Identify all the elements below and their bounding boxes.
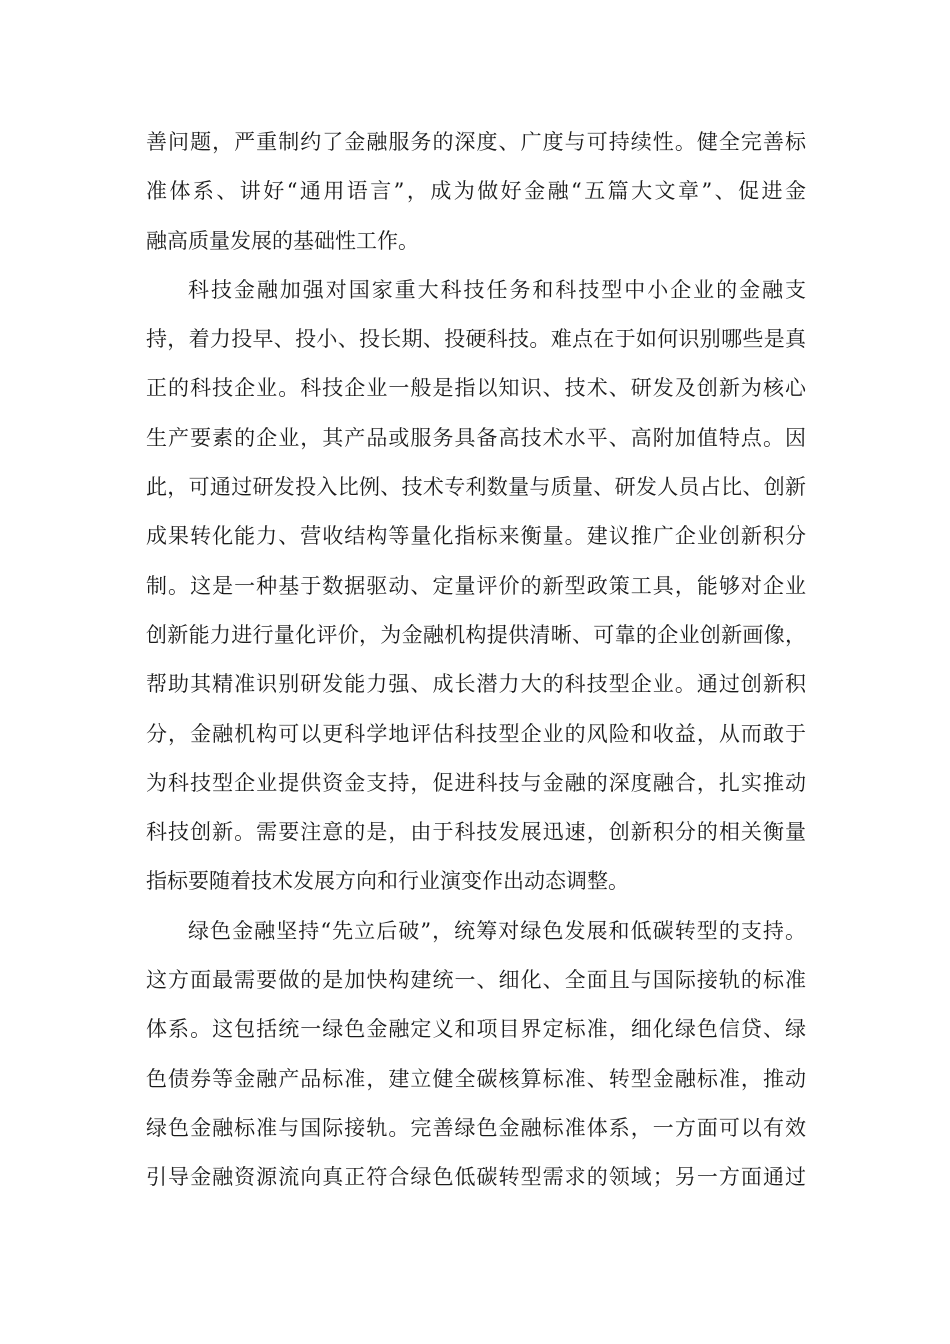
- paragraph-2-line-11: 为科技型企业提供资金支持，促进科技与金融的深度融合，扎实推动: [146, 770, 806, 795]
- paragraph-2-line-8: 创新能力进行量化评价，为金融机构提供清晰、可靠的企业创新画像，: [146, 622, 806, 647]
- paragraph-3-line-3: 体系。这包括统一绿色金融定义和项目界定标准，细化绿色信贷、绿: [146, 1017, 806, 1042]
- paragraph-1-line-3: 融高质量发展的基础性工作。: [146, 228, 419, 253]
- paragraph-2-line-2: 持，着力投早、投小、投长期、投硬科技。难点在于如何识别哪些是真: [146, 327, 806, 352]
- paragraph-3-line-4: 色债券等金融产品标准，建立健全碳核算标准、转型金融标准，推动: [146, 1066, 806, 1091]
- paragraph-2-line-1: 科技金融加强对国家重大科技任务和科技型中小企业的金融支: [188, 277, 806, 302]
- paragraph-2-line-7: 制。这是一种基于数据驱动、定量评价的新型政策工具，能够对企业: [146, 573, 806, 598]
- paragraph-2-line-3: 正的科技企业。科技企业一般是指以知识、技术、研发及创新为核心: [146, 376, 806, 401]
- paragraph-3-line-1: 绿色金融坚持“先立后破”，统筹对绿色发展和低碳转型的支持。: [188, 918, 806, 943]
- paragraph-2-line-4: 生产要素的企业，其产品或服务具备高技术水平、高附加值特点。因: [146, 425, 806, 450]
- paragraph-2-line-12: 科技创新。需要注意的是，由于科技发展迅速，创新积分的相关衡量: [146, 820, 806, 845]
- paragraph-2-line-10: 分，金融机构可以更科学地评估科技型企业的风险和收益，从而敢于: [146, 721, 806, 746]
- paragraph-2-line-5: 此，可通过研发投入比例、技术专利数量与质量、研发人员占比、创新: [146, 475, 806, 500]
- paragraph-2-line-9: 帮助其精准识别研发能力强、成长潜力大的科技型企业。通过创新积: [146, 672, 806, 697]
- paragraph-3-line-2: 这方面最需要做的是加快构建统一、细化、全面且与国际接轨的标准: [146, 968, 806, 993]
- document-body: [146, 118, 806, 1203]
- paragraph-1-line-2: 准体系、讲好“通用语言”，成为做好金融“五篇大文章”、促进金: [146, 179, 806, 204]
- paragraph-3-line-6: 引导金融资源流向真正符合绿色低碳转型需求的领域；另一方面通过: [146, 1165, 806, 1190]
- paragraph-2-line-13: 指标要随着技术发展方向和行业演变作出动态调整。: [146, 869, 629, 894]
- paragraph-1-line-1: 善问题，严重制约了金融服务的深度、广度与可持续性。健全完善标: [146, 130, 806, 154]
- paragraph-2-line-6: 成果转化能力、营收结构等量化指标来衡量。建议推广企业创新积分: [146, 524, 806, 549]
- paragraph-3-line-5: 绿色金融标准与国际接轨。完善绿色金融标准体系，一方面可以有效: [146, 1115, 806, 1140]
